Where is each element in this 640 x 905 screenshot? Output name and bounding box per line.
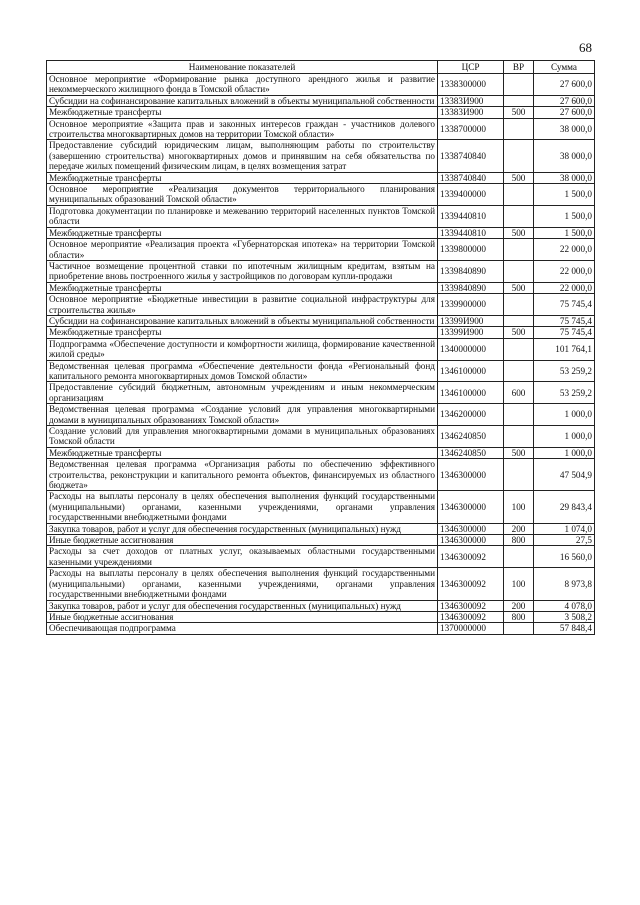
row-sum-cell: 53 259,2 bbox=[534, 382, 595, 404]
row-vr-cell bbox=[504, 546, 534, 568]
row-vr-cell bbox=[504, 294, 534, 316]
row-csr-cell: 13399И900 bbox=[438, 327, 504, 338]
row-sum-cell: 75 745,4 bbox=[534, 294, 595, 316]
row-sum-cell: 1 000,0 bbox=[534, 426, 595, 448]
row-name-cell: Субсидии на софинансирование капитальных вложений в объекты муниципальной собственности bbox=[47, 95, 438, 106]
row-name-cell: Иные бюджетные ассигнования bbox=[47, 535, 438, 546]
row-sum-cell: 29 843,4 bbox=[534, 491, 595, 523]
row-sum-cell: 1 500,0 bbox=[534, 184, 595, 206]
header-vr: ВР bbox=[504, 61, 534, 74]
row-sum-cell: 8 973,8 bbox=[534, 568, 595, 600]
table-row bbox=[47, 623, 595, 634]
row-csr-cell: 1339840890 bbox=[438, 260, 504, 282]
table-row bbox=[47, 227, 595, 238]
row-name-cell: Ведомственная целевая программа «Обеспечение деятельности фонда «Региональный фонд капитального ремонта многоквартирных домов Томской области» bbox=[47, 360, 438, 382]
row-csr-cell: 1370000000 bbox=[438, 623, 504, 634]
row-name-cell: Обеспечивающая подпрограмма bbox=[47, 623, 438, 634]
row-csr-cell: 1339440810 bbox=[438, 227, 504, 238]
row-vr-cell: 500 bbox=[504, 107, 534, 118]
row-sum-cell: 22 000,0 bbox=[534, 282, 595, 293]
row-vr-cell: 500 bbox=[504, 227, 534, 238]
row-name-cell: Предоставление субсидий бюджетным, автономным учреждениям и иным некоммерческим организациям bbox=[47, 382, 438, 404]
table-header-row bbox=[47, 61, 595, 74]
row-sum-cell: 22 000,0 bbox=[534, 239, 595, 261]
row-name-cell: Закупка товаров, работ и услуг для обеспечения государственных (муниципальных) нужд bbox=[47, 523, 438, 534]
table-row bbox=[47, 184, 595, 206]
header-csr: ЦСР bbox=[438, 61, 504, 74]
row-vr-cell bbox=[504, 140, 534, 172]
row-sum-cell: 101 764,1 bbox=[534, 338, 595, 360]
row-vr-cell bbox=[504, 95, 534, 106]
row-csr-cell: 1339840890 bbox=[438, 282, 504, 293]
row-vr-cell: 500 bbox=[504, 447, 534, 458]
table-row bbox=[47, 74, 595, 96]
table-row bbox=[47, 447, 595, 458]
row-name-cell: Частичное возмещение процентной ставки по ипотечным жилищным кредитам, взятым на приобретение вновь построенного жилья у застройщиков по договорам купли-продажи bbox=[47, 260, 438, 282]
row-name-cell: Межбюджетные трансферты bbox=[47, 327, 438, 338]
row-vr-cell bbox=[504, 118, 534, 140]
row-name-cell: Закупка товаров, работ и услуг для обеспечения государственных (муниципальных) нужд bbox=[47, 600, 438, 611]
table-row bbox=[47, 118, 595, 140]
row-csr-cell: 13399И900 bbox=[438, 315, 504, 326]
row-sum-cell: 3 508,2 bbox=[534, 611, 595, 622]
row-sum-cell: 57 848,4 bbox=[534, 623, 595, 634]
row-csr-cell: 1346200000 bbox=[438, 404, 504, 426]
row-vr-cell bbox=[504, 74, 534, 96]
row-csr-cell: 1339400000 bbox=[438, 184, 504, 206]
row-name-cell: Межбюджетные трансферты bbox=[47, 107, 438, 118]
row-name-cell: Межбюджетные трансферты bbox=[47, 447, 438, 458]
row-csr-cell: 1338740840 bbox=[438, 172, 504, 183]
row-sum-cell: 1 500,0 bbox=[534, 227, 595, 238]
table-row bbox=[47, 535, 595, 546]
row-name-cell: Ведомственная целевая программа «Создание условий для управления многоквартирными домами в муниципальных образованиях Томской области» bbox=[47, 404, 438, 426]
row-vr-cell bbox=[504, 239, 534, 261]
row-name-cell: Основное мероприятие «Формирование рынка доступного арендного жилья и развитие некоммерческого жилищного фонда в Томской области» bbox=[47, 74, 438, 96]
row-vr-cell bbox=[504, 184, 534, 206]
table-row bbox=[47, 315, 595, 326]
row-sum-cell: 38 000,0 bbox=[534, 172, 595, 183]
table-row bbox=[47, 327, 595, 338]
page-number: 68 bbox=[579, 40, 592, 55]
row-csr-cell: 1346300092 bbox=[438, 546, 504, 568]
row-name-cell: Иные бюджетные ассигнования bbox=[47, 611, 438, 622]
row-name-cell: Межбюджетные трансферты bbox=[47, 172, 438, 183]
row-sum-cell: 1 000,0 bbox=[534, 447, 595, 458]
row-csr-cell: 1346240850 bbox=[438, 426, 504, 448]
row-csr-cell: 1346100000 bbox=[438, 360, 504, 382]
row-vr-cell: 100 bbox=[504, 491, 534, 523]
row-sum-cell: 27 600,0 bbox=[534, 107, 595, 118]
row-sum-cell: 1 500,0 bbox=[534, 205, 595, 227]
row-csr-cell: 1338740840 bbox=[438, 140, 504, 172]
row-csr-cell: 1346300092 bbox=[438, 611, 504, 622]
row-csr-cell: 1339900000 bbox=[438, 294, 504, 316]
row-csr-cell: 1338700000 bbox=[438, 118, 504, 140]
table-row bbox=[47, 239, 595, 261]
table-row bbox=[47, 491, 595, 523]
table-row bbox=[47, 600, 595, 611]
row-name-cell: Межбюджетные трансферты bbox=[47, 227, 438, 238]
row-sum-cell: 27,5 bbox=[534, 535, 595, 546]
table-row bbox=[47, 338, 595, 360]
table-row bbox=[47, 523, 595, 534]
row-sum-cell: 38 000,0 bbox=[534, 118, 595, 140]
row-name-cell: Расходы на выплаты персоналу в целях обеспечения выполнения функций государственными (муниципальными) органами, казенными учреждениями, органами управления государственными внебюджетными фондами bbox=[47, 491, 438, 523]
row-vr-cell bbox=[504, 360, 534, 382]
row-name-cell: Расходы за счет доходов от платных услуг, оказываемых областными государственными казенными учреждениями bbox=[47, 546, 438, 568]
row-sum-cell: 53 259,2 bbox=[534, 360, 595, 382]
row-sum-cell: 27 600,0 bbox=[534, 74, 595, 96]
row-sum-cell: 75 745,4 bbox=[534, 315, 595, 326]
table-row bbox=[47, 426, 595, 448]
row-csr-cell: 13383И900 bbox=[438, 95, 504, 106]
row-name-cell: Подготовка документации по планировке и межеванию территорий населенных пунктов Томской области bbox=[47, 205, 438, 227]
row-sum-cell: 16 560,0 bbox=[534, 546, 595, 568]
row-name-cell: Основное мероприятие «Реализация документов территориального планирования муниципальных образований Томской области» bbox=[47, 184, 438, 206]
row-sum-cell: 1 000,0 bbox=[534, 404, 595, 426]
row-csr-cell: 1339440810 bbox=[438, 205, 504, 227]
row-vr-cell bbox=[504, 404, 534, 426]
row-csr-cell: 1338300000 bbox=[438, 74, 504, 96]
row-csr-cell: 1346240850 bbox=[438, 447, 504, 458]
row-vr-cell: 100 bbox=[504, 568, 534, 600]
row-sum-cell: 1 074,0 bbox=[534, 523, 595, 534]
budget-table bbox=[46, 60, 595, 635]
table-row bbox=[47, 360, 595, 382]
table-row bbox=[47, 294, 595, 316]
row-sum-cell: 4 078,0 bbox=[534, 600, 595, 611]
row-vr-cell: 800 bbox=[504, 535, 534, 546]
row-name-cell: Ведомственная целевая программа «Организация работы по обеспечению эффективного строительства, реконструкции и капитального ремонта объектов, финансируемых из областного бюджета» bbox=[47, 459, 438, 491]
row-sum-cell: 75 745,4 bbox=[534, 327, 595, 338]
row-csr-cell: 13383И900 bbox=[438, 107, 504, 118]
row-csr-cell: 1346300000 bbox=[438, 491, 504, 523]
table-row bbox=[47, 95, 595, 106]
row-name-cell: Создание условий для управления многоквартирными домами в муниципальных образованиях Томской области bbox=[47, 426, 438, 448]
row-vr-cell bbox=[504, 338, 534, 360]
row-csr-cell: 1346300000 bbox=[438, 535, 504, 546]
table-row bbox=[47, 282, 595, 293]
table-row bbox=[47, 205, 595, 227]
table-row bbox=[47, 107, 595, 118]
row-vr-cell: 600 bbox=[504, 382, 534, 404]
row-name-cell: Подпрограмма «Обеспечение доступности и комфортности жилища, формирование качественной жилой среды» bbox=[47, 338, 438, 360]
row-vr-cell bbox=[504, 426, 534, 448]
row-csr-cell: 1346100000 bbox=[438, 382, 504, 404]
table-row bbox=[47, 459, 595, 491]
row-name-cell: Межбюджетные трансферты bbox=[47, 282, 438, 293]
row-name-cell: Субсидии на софинансирование капитальных вложений в объекты муниципальной собственности bbox=[47, 315, 438, 326]
row-csr-cell: 1346300000 bbox=[438, 523, 504, 534]
row-name-cell: Основное мероприятие «Бюджетные инвестиции в развитие социальной инфраструктуры для строительства жилья» bbox=[47, 294, 438, 316]
row-csr-cell: 1346300092 bbox=[438, 568, 504, 600]
row-vr-cell bbox=[504, 260, 534, 282]
header-name: Наименование показателей bbox=[47, 61, 438, 74]
table-row bbox=[47, 568, 595, 600]
table-row bbox=[47, 260, 595, 282]
row-vr-cell: 200 bbox=[504, 600, 534, 611]
row-vr-cell: 500 bbox=[504, 172, 534, 183]
table-row bbox=[47, 382, 595, 404]
row-name-cell: Расходы на выплаты персоналу в целях обеспечения выполнения функций государственными (муниципальными) органами, казенными учреждениями, органами управления государственными внебюджетными фондами bbox=[47, 568, 438, 600]
row-vr-cell: 800 bbox=[504, 611, 534, 622]
table-row bbox=[47, 140, 595, 172]
header-sum: Сумма bbox=[534, 61, 595, 74]
row-sum-cell: 22 000,0 bbox=[534, 260, 595, 282]
row-vr-cell: 500 bbox=[504, 327, 534, 338]
row-vr-cell bbox=[504, 623, 534, 634]
row-name-cell: Предоставление субсидий юридическим лицам, выполняющим работы по строительству (завершению строительства) многоквартирных домов и принявшим на себя обязательства по передаче жилых помещений физическим лицам, в целях возмещения затрат bbox=[47, 140, 438, 172]
row-csr-cell: 1340000000 bbox=[438, 338, 504, 360]
table-row bbox=[47, 172, 595, 183]
row-sum-cell: 38 000,0 bbox=[534, 140, 595, 172]
table-body bbox=[47, 74, 595, 635]
row-csr-cell: 1346300092 bbox=[438, 600, 504, 611]
row-csr-cell: 1339800000 bbox=[438, 239, 504, 261]
table-row bbox=[47, 546, 595, 568]
table-row bbox=[47, 404, 595, 426]
table-row bbox=[47, 611, 595, 622]
row-vr-cell bbox=[504, 459, 534, 491]
row-name-cell: Основное мероприятие «Защита прав и законных интересов граждан - участников долевого строительства многоквартирных домов на территории Томской области» bbox=[47, 118, 438, 140]
row-sum-cell: 47 504,9 bbox=[534, 459, 595, 491]
row-vr-cell bbox=[504, 205, 534, 227]
row-vr-cell: 200 bbox=[504, 523, 534, 534]
row-name-cell: Основное мероприятие «Реализация проекта «Губернаторская ипотека» на территории Томской области» bbox=[47, 239, 438, 261]
row-vr-cell bbox=[504, 315, 534, 326]
row-sum-cell: 27 600,0 bbox=[534, 95, 595, 106]
row-csr-cell: 1346300000 bbox=[438, 459, 504, 491]
row-vr-cell: 500 bbox=[504, 282, 534, 293]
